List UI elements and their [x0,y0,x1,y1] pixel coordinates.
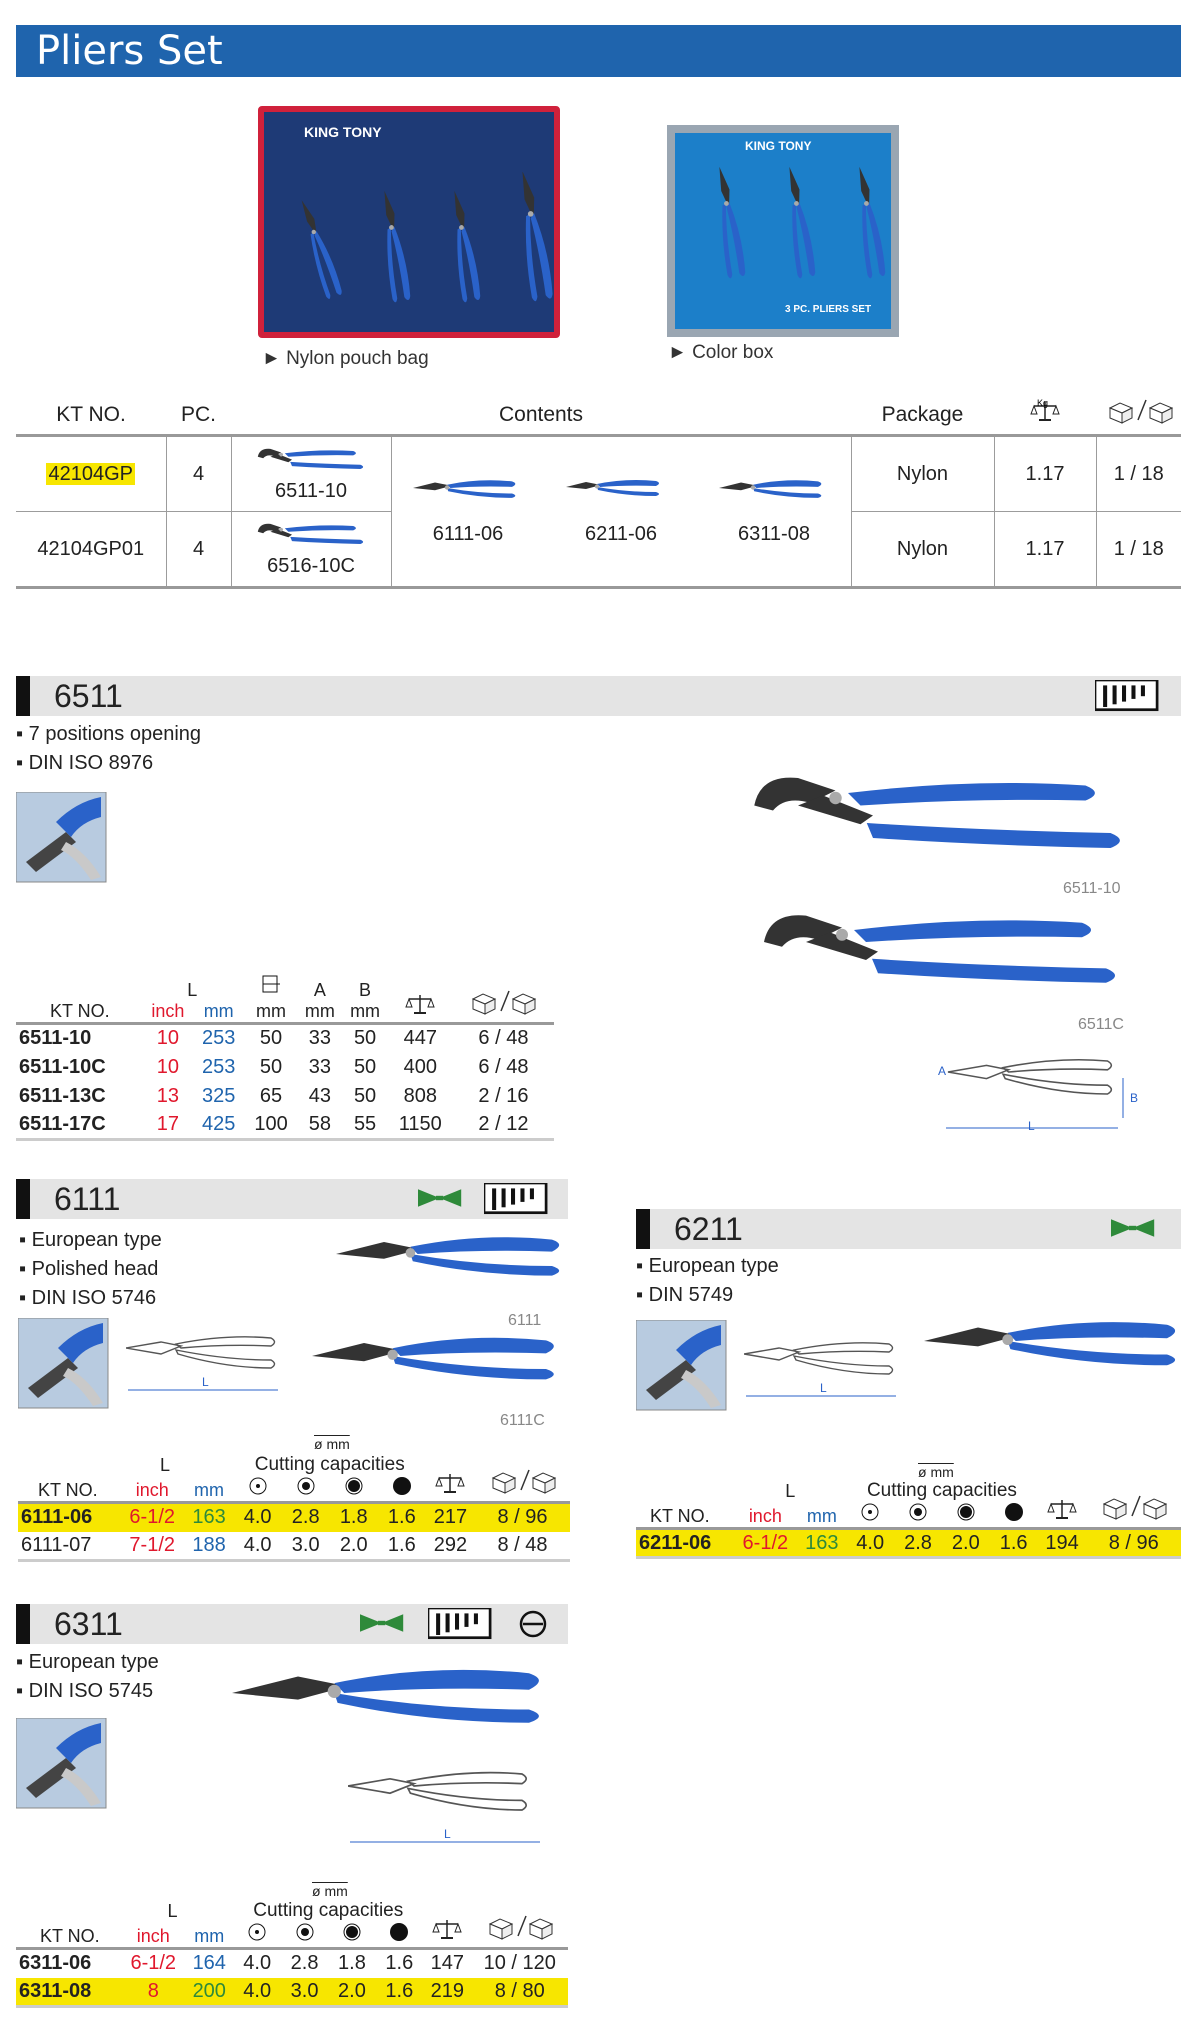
box-caption: ► Color box [668,342,774,363]
piano-wire-icon [990,1502,1038,1529]
dim-l: L [202,1375,209,1389]
dimension-diagram [126,1320,296,1400]
weight-g-icon [388,974,453,1024]
dimension-diagram [348,1752,548,1852]
inch-value: 6-1/2 [733,1529,797,1558]
set-item-label: 6511-10 [275,479,347,502]
cutting-header: Cutting capacities [253,1900,404,1921]
soft-wire-icon [234,1476,282,1503]
usage-inset-image [18,1318,112,1412]
insulated-icon [518,1609,548,1639]
img-label: 6511-10 [1063,880,1121,897]
mm-header: mm [806,1506,837,1526]
pack-value: 2 / 16 [478,1084,529,1107]
page-title: Pliers Set [16,25,1181,77]
section-6111-header [16,1179,568,1219]
spec-table-6111 [18,1454,570,1562]
pack-value: 6 / 48 [453,1024,554,1053]
kt-no: 6311-06 [16,1949,122,1978]
kt-no: 6511-13C [19,1084,106,1107]
kt-no: 6111-06 [18,1503,120,1532]
set-item-cell [231,436,391,512]
cut-value: 2.8 [894,1529,942,1558]
usage-inset-image [636,1320,730,1414]
table-row [16,1053,554,1082]
inch-header: inch [748,1506,782,1526]
a-value: 58 [297,1111,342,1140]
pump-plier-icon [256,521,366,551]
inch-header: inch [135,1480,169,1500]
bullet: ▪ DIN ISO 5746 [19,1284,162,1313]
img-label: 6511C [1078,1016,1124,1033]
diam-label: ø mm [312,1883,348,1899]
cut-value: 1.8 [328,1949,375,1978]
weight-value: 219 [423,1978,471,2007]
table-row [16,1082,554,1111]
hard-wire-icon [942,1502,990,1529]
set-common-contents [391,436,851,588]
jaw-value: 65 [259,1084,283,1107]
box-qty-icon [472,1900,569,1949]
long-nose-plier-icon [719,477,829,517]
cut-value: 3.0 [281,1978,328,2007]
bullet: ▪ DIN ISO 8976 [16,749,201,778]
a-unit: mm [304,1001,335,1021]
inch-header: inch [136,1926,170,1946]
pouch-pliers-image [270,172,560,332]
soft-wire-icon [233,1922,280,1949]
mm-value: 425 [193,1111,245,1140]
table-row [16,1978,568,2007]
bullet: ▪ Polished head [19,1255,162,1284]
cutting-tag-icon [1111,1217,1161,1241]
bullet: ▪ 7 positions opening [16,720,201,749]
jaw-icon [245,974,297,1001]
content-code: 6111-06 [432,523,504,545]
medium-wire-icon [281,1922,328,1949]
set-pc: 4 [166,512,231,588]
spec-header [16,974,554,1001]
table-row [16,1949,568,1978]
cut-value: 1.6 [378,1532,426,1561]
cut-value: 4.0 [233,1949,280,1978]
weight-value: 147 [423,1949,471,1978]
weight-g-icon [423,1900,471,1949]
weight-g-icon [1038,1480,1087,1529]
dim-b: B [1130,1091,1139,1105]
pliers-set-table [16,396,1181,589]
bullet: ▪ European type [636,1252,779,1281]
combination-plier-icon [413,477,523,517]
set-package: Nylon [851,436,994,512]
piano-wire-icon [378,1476,426,1503]
cut-value: 2.8 [282,1503,330,1532]
section-6311-bullets [16,1648,159,1706]
bullet: ▪ DIN ISO 5745 [16,1677,159,1706]
set-row [16,436,1181,512]
set-kt-no: 42104GP [16,436,166,512]
kt-no-header: KT NO. [38,1480,98,1500]
cutting-header: Cutting capacities [254,1454,405,1475]
box-brand: KING TONY [745,139,812,153]
kt-no: 6511-10C [19,1055,106,1078]
mm-value: 163 [184,1503,233,1532]
set-table-header [16,396,1181,436]
jaw-value: 100 [245,1111,297,1140]
ruler-icon [484,1183,548,1215]
adjustable-ruler-icon [1095,680,1159,712]
combination-plier-c-photo [312,1330,562,1410]
set-weight: 1.17 [994,512,1096,588]
bullet: ▪ European type [16,1648,159,1677]
a-value: 33 [297,1024,342,1053]
l-header: L [160,1455,171,1475]
inch-value: 8 [122,1978,186,2007]
cut-value: 1.6 [990,1529,1038,1558]
cut-value: 2.8 [281,1949,328,1978]
box-qty-icon [453,974,554,1024]
weight-header [994,396,1096,436]
pump-plier-photo [758,906,1178,1016]
box-pliers-image [675,163,891,283]
mm-value: 200 [185,1978,233,2007]
box-qty-icon [1104,398,1174,426]
set-package: Nylon [851,512,994,588]
b-value: 50 [353,1084,377,1107]
usage-inset-image [16,1718,108,1810]
medium-wire-icon [282,1476,330,1503]
a-value: 43 [308,1084,331,1107]
content-code: 6311-08 [738,523,810,545]
cut-value: 1.6 [376,1949,423,1978]
inch-value: 10 [156,1055,180,1078]
jaw-value: 50 [245,1024,297,1053]
cutting-tag-icon [418,1187,468,1211]
inch-value: 6-1/2 [120,1503,184,1532]
content-item [413,477,523,546]
nylon-pouch-photo [258,106,560,338]
spec-table-6311 [16,1900,568,2008]
pump-plier-icon [256,446,366,476]
l-header: L [167,1901,178,1921]
table-row [16,1024,554,1053]
weight-value: 194 [1038,1529,1087,1558]
box-label: 3 PC. PLIERS SET [785,304,872,315]
inch-value: 6-1/2 [122,1949,186,1978]
diagonal-cutter-photo [924,1314,1184,1404]
bullet: ▪ European type [19,1226,162,1255]
section-6311-header [16,1604,568,1644]
kt-no-header: KT NO. [650,1506,710,1526]
cut-value: 1.6 [378,1503,426,1532]
cut-value: 4.0 [233,1978,280,2007]
dimension-diagram [928,1030,1148,1140]
spec-table-6511 [16,974,554,1141]
weight-value: 808 [403,1084,437,1107]
ruler-icon [428,1608,492,1640]
weight-value: 217 [426,1503,475,1532]
img-label: 6111 [508,1312,542,1329]
mm-value: 253 [202,1055,236,1078]
usage-inset-image [16,792,108,884]
weight-kg-icon [1025,396,1065,428]
mm-value: 188 [184,1532,233,1561]
a-value: 33 [308,1055,331,1078]
inch-value: 7-1/2 [120,1532,184,1561]
cutting-tag-icon [360,1612,410,1636]
package-header: Package [851,396,994,436]
kt-no: 6511-17C [16,1111,143,1140]
hard-wire-icon [328,1922,375,1949]
table-row [636,1529,1181,1558]
pc-header: PC. [166,396,231,436]
combination-plier-photo [336,1230,566,1310]
mm-value: 164 [185,1949,233,1978]
cut-value: 1.6 [376,1978,423,2007]
pouch-caption: ► Nylon pouch bag [262,348,429,369]
cut-value: 3.0 [282,1532,330,1561]
weight-value: 447 [388,1024,453,1053]
cut-value: 2.0 [330,1532,378,1561]
table-row [16,1111,554,1140]
mm-header: mm [194,1480,225,1500]
cut-value: 2.0 [942,1529,990,1558]
kg-text: Kg [1037,398,1049,408]
dimension-diagram [744,1328,914,1408]
weight-value: 1150 [388,1111,453,1140]
cut-value: 1.8 [330,1503,378,1532]
spec-header [16,1900,568,1922]
box-qty-icon [475,1454,570,1503]
cut-value: 4.0 [234,1532,282,1561]
kt-no-header: KT NO. [16,396,166,436]
section-title: 6211 [674,1211,743,1247]
set-item-label: 6516-10C [267,554,355,577]
set-pack: 1 / 18 [1096,512,1181,588]
l-header: L [785,1481,796,1501]
bullet: ▪ DIN 5749 [636,1281,779,1310]
section-title: 6311 [54,1606,123,1642]
pouch-brand: KING TONY [304,124,382,140]
spec-header [636,1480,1181,1502]
set-pack: 1 / 18 [1096,436,1181,512]
diam-label: ø mm [918,1464,954,1480]
set-pc: 4 [166,436,231,512]
mm-value: 325 [202,1084,236,1107]
l-header: L [187,980,198,1000]
b-unit: mm [350,1001,381,1021]
color-box-photo [667,125,899,337]
b-header: B [359,980,372,1000]
kt-no: 6511-10 [16,1024,143,1053]
pump-plier-photo [748,768,1168,878]
weight-value: 400 [403,1055,437,1078]
diam-label: ø mm [314,1436,350,1452]
b-value: 55 [342,1111,387,1140]
mm-value: 253 [193,1024,245,1053]
pack-value: 8 / 48 [475,1532,570,1561]
content-item [719,477,829,546]
spec-header [18,1454,570,1476]
section-6211-bullets [636,1252,779,1310]
dim-l: L [820,1381,827,1395]
mm-value: 163 [797,1529,846,1558]
cut-value: 4.0 [846,1529,894,1558]
cutter-plier-icon [566,477,676,517]
kt-no: 6211-06 [636,1529,733,1558]
pack-value: 6 / 48 [478,1055,529,1078]
spec-table-6211 [636,1480,1181,1559]
contents-header: Contents [231,396,851,436]
cutting-header: Cutting capacities [866,1480,1017,1501]
pack-value: 8 / 96 [1087,1529,1182,1558]
b-value: 50 [353,1055,377,1078]
piano-wire-icon [376,1922,423,1949]
dim-a: A [938,1064,947,1078]
content-code: 6211-06 [585,523,657,545]
set-weight: 1.17 [994,436,1096,512]
mm-header: mm [203,1001,234,1021]
inch-value: 10 [143,1024,192,1053]
cut-value: 4.0 [234,1503,282,1532]
set-item-cell [231,512,391,588]
kt-no-header: KT NO. [40,1926,100,1946]
pack-value: 2 / 12 [453,1111,554,1140]
kt-no: 6111-07 [18,1532,120,1561]
pack-value: 8 / 80 [472,1978,569,2007]
pack-header [1096,396,1181,436]
pack-value: 8 / 96 [475,1503,570,1532]
soft-wire-icon [846,1502,894,1529]
table-row [18,1532,570,1561]
dim-l: L [444,1827,451,1841]
img-label: 6111C [500,1412,545,1429]
section-6111-bullets [19,1226,162,1313]
mm-header: mm [194,1926,225,1946]
long-nose-plier-photo [232,1660,552,1760]
box-qty-icon [1087,1480,1182,1529]
b-value: 50 [342,1024,387,1053]
inch-value: 17 [143,1111,192,1140]
hard-wire-icon [330,1476,378,1503]
dim-l: L [1028,1119,1035,1133]
pack-value: 10 / 120 [472,1949,569,1978]
content-item [566,477,676,546]
section-6211-header [636,1209,1181,1249]
section-6511-header [16,676,1181,716]
kt-no-header: KT NO. [50,1001,110,1021]
weight-g-icon [426,1454,475,1503]
medium-wire-icon [894,1502,942,1529]
section-title: 6111 [54,1181,121,1217]
cut-value: 2.0 [328,1978,375,2007]
set-kt-no: 42104GP01 [16,512,166,588]
kt-no: 6311-08 [16,1978,122,2007]
table-row [18,1503,570,1532]
inch-value: 13 [156,1084,180,1107]
section-title: 6511 [54,678,123,714]
jaw-unit: mm [256,1001,287,1021]
jaw-value: 50 [259,1055,283,1078]
section-6511-bullets [16,720,201,778]
a-header: A [313,980,326,1000]
inch-header: inch [151,1001,185,1021]
weight-value: 292 [426,1532,475,1561]
